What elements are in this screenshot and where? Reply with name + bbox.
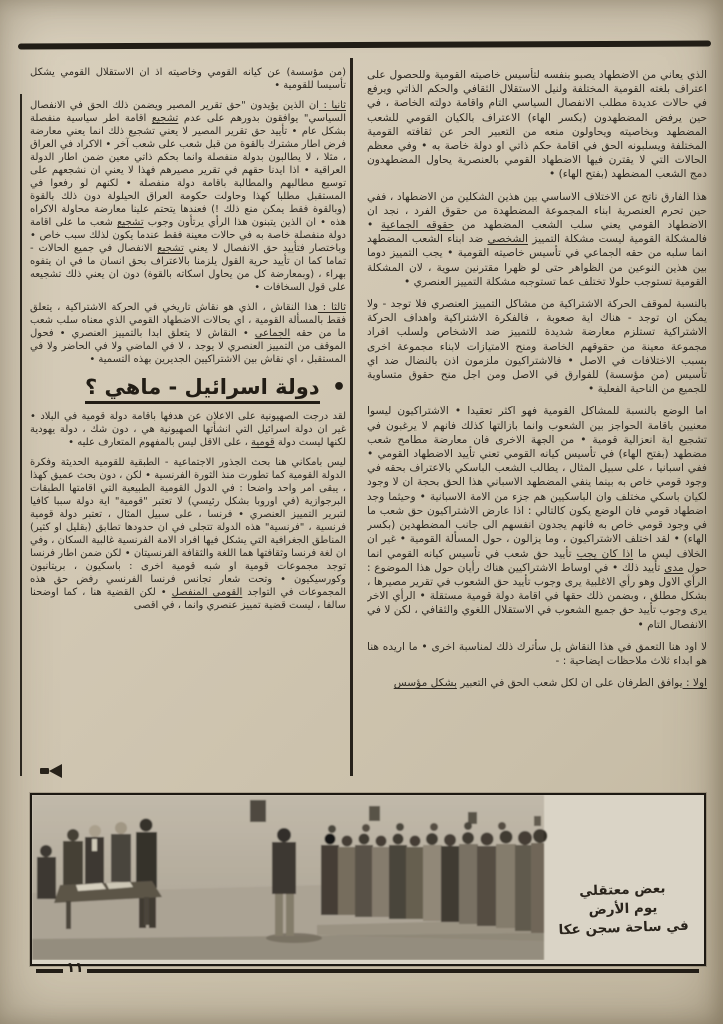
paragraph-third-note: ثالثا : هذا النقاش ، الذي هو نقاش تاريخي في الحركة الاشتراكية ، يتعلق فقط بالمسألة القومية ، اي بحالات الاضطهاد القومي الذي معناه سلب شعب ما من حقه الجماعي • النقاش لا يتعلق ابدا بالتمييز العنصري • فحول الموقف من التمييز العنصري لا يوجد ، لا في الماضي ولا في الحاضر ولا في المستقبل ، اي نقاش بين الاشتراكيين الجديرين بهذه التسمية •	[30, 302, 346, 365]
right-column	[367, 68, 707, 790]
paragraph: هذا الفارق ناتج عن الاختلاف الاساسي بين هذين الشكلين من الاضطهاد ، ففي حين تحرم العنصرية ابناء المجموعة المضطهدة من حقوق الفرد ، نجد ان الاضطهاد القومي يعني سلب الشعب المضطهد من حقوقه الجماعية • فالمشكلة القومية ليست مشكلة التمييز الشخصي ضد ابناء الشعب المضطهد انما سلبه من حقه الجماعي في تأسيس خاصيته القومية • يجب التمييز دوما بين هذين النوعين من الظواهر حتى لو ظهرا مقترنين سوية ، لان المشكلة القومية تستوجب حلولا تختلف عما تستوجبه مشكلة التمييز العنصري •	[367, 190, 707, 288]
footer-long-rule	[87, 969, 699, 973]
headline-text: دولة اسرائيل - ماهي ؟	[85, 375, 320, 404]
left-column	[30, 66, 346, 782]
column-divider-rule	[350, 58, 353, 776]
paragraph: ليس بامكاني هنا بحث الجذور الاجتماعية - الطبقية للقومية الحديثة وفكرة الدولة القومية كما تطورت منذ الثورة الفرنسية • لكن ، دون بحث عميق كهذا ، يبقى امر واحد واضحا : في الدول القومية الطبيعية التي اقامتها الطبقات البرجوازية (في اوروبا بشكل رئيسي) لا تعتبر "قومية" اية دولة سببا كافيا لتبرير التمييز العنصري • فرنسا ، على سبيل المثال ، تعتبر دولة قومية فرنسية ، "فرنسية" هذه الدولة تتجلى في ان حدودها تطابق (بقليل او كثير) المناطق الجغرافية التي يشكل فيها افراد الامة الفرنسية غالبية السكان ، وفي ان لغة فرنسا وثقافتها هما اللغة والثقافة الفرنسيتان • لكن ضمن اطار فرنسا توجد مجموعات قومية او شبه قومية اخرى : باسكيون ، بريتانيون وكورسيكيون • وتحت شعار تجانس فرنسا الفرنسي رفض حق هذه المجموعات في التواجد القومي المنفصل • لكن القضية هنا ، كما اوضحنا سالفا ، ليست قضية تمييز عنصري وانما ، في اقصى	[30, 457, 346, 611]
photo-frame	[30, 793, 706, 966]
paragraph: اما الوضع بالنسبة للمشاكل القومية فهو اكثر تعقيدا • الاشتراكيون ليسوا معنيين باقامة الحواجز بين الشعوب وانما بازالتها كذلك فانهم لا يرغبون في تشجيع اية انعزالية قومية • من الجهة الاخرى فان معارضة مطامح شعب مضطهد (بفتح الهاء) في تأسيس كيانه القومي تعني تأييد الاضطهاد القومي • ففي اسبانيا ، على سبيل المثال ، يطالب الشعب الباسكي بالاعتراف بحقه في وجود قومي خاص به بينما ينفي المضطهد الاسباني هذا الحق بحجة ان لا وجود لكيان باسكي مختلف وان الباسكيين هم جزء من الامة الاسبانية • وحيثما وجد اضطهاد قومي فان الوضع يكون كالتالي : اذا عارض الاشتراكيون حق شعب ما في وجود قومي خاص به فانهم يجدون انفسهم الى جانب المضطهدين (بكسر الهاء) • لقد اختلف الاشتراكيون ، وما يزالون ، حول المسألة القومية • غير ان الخلاف ليس ما اذا كان يجب تأييد حق شعب في تأسيس كيانه القومي انما حول مدى تأييد ذلك • في اوساط الاشتراكيين هناك رأيان حول هذا الموضوع : الرأي الاول وهو رأي الاغلبية يرى وجوب تأييد حق الشعوب في تقرير مصيرها ، بشكل مطلق ، وبضمن ذلك حقها في اقامة دولة قومية مستقلة • الرأي الاخر يرى وجوب تأييد حق جميع الشعوب في الاستقلال اللغوي والثقافي ، لكن لا في الانفصال التام •	[367, 405, 707, 631]
arrow-bar	[40, 768, 49, 774]
left-edge-rule	[20, 94, 22, 776]
caption-line: بعض معتقلي	[578, 880, 666, 900]
paragraph: لقد درجت الصهيونية على الاعلان عن هدفها باقامة دولة قومية في البلاد • غير ان دولة اسرائيل التي انشأتها الصهيونية هي ، دون شك ، دولة يهودية لكنها ليست دولة قومية ، على الاقل ليس بالمفهوم المتعارف عليه •	[30, 411, 346, 448]
continuation-arrow-icon	[40, 764, 62, 778]
page-footer	[0, 958, 723, 988]
headline-bullet-icon: •	[331, 375, 346, 400]
paragraph: بالنسبة لموقف الحركة الاشتراكية من مشاكل التمييز العنصري فلا توجد - ولا يمكن ان توجد - هناك اية صعوبة ، فالفكرة الاشتراكية واهداف الحركة الاشتراكية تستلزم معارضة شديدة للتمييز ضد الاشخاص ولسلب افراد مجموعة معينة من حقوقهم الخاصة ومنح الامتيازات لابناء مجموعة اخرى بسبب الاختلافات في الاصل • فالاشتراكيون ملزمون اذن بالنضال ضد اي تأسيس (من مؤسسة) للفوارق في الاصل ومن اجل منح حقوق متساوية للجميع من الناحية الفعلية •	[367, 298, 707, 396]
photo-scene	[32, 795, 547, 960]
photo-caption	[551, 879, 695, 941]
paragraph: لا اود هنا التعمق في هذا النقاش بل سأترك ذلك لمناسبة اخرى • ما اريده هنا هو ابداء ثلاث ملاحظات ايضاحية : -	[367, 640, 707, 667]
paragraph-second-note: ثانيا : ان الذين يؤيدون "حق تقرير المصير ويضمن ذلك الحق في الانفصال السياسي" يوافقون بدورهم على عدم تشجيع اقامة اطر سياسية منفصلة بشكل عام • تأييد حق تقرير المصير لا يعني تشجيع ذلك انما يعني معارضة فرض اطار مشترك بالقوة من قبل شعب على شعب آخر • الاكراد في العراق ، مثلا ، لا يطالبون بدولة منفصلة وانما بحكم ذاتي معين ضمن اطار الدولة العراقية • اذا ايدنا حقهم في تقرير مصيرهم فهذا لا يعني ان نشجعهم على توسيع مطالبهم والمطالبة باقامة دولة منفصلة • لكنهم لو رفعوا في المستقبل مطلبا كهذا وحاولت حكومة العراق الحيلولة دون ذلك بالقوة (وبالقوة فقط يمكن منع ذلك !) فعندها يتحتم علينا معارضة محاولة الاكراه هذه • ان الذين يتبنون هذا الرأي يرتأون وجوب تشجيع شعب ما على اقامة دولة منفصلة خاصة به في حالات معينة فقط عندما يكون لذلك سبب خاص • وباختصار فتأييد حق الانفصال لا يعني تشجيع الانفصال في جميع الحالات - تماما كما ان تأييد حرية القول يلزمنا بالاعتراف بحق انسان ما في ان يتفوه بهراء ، (وبمعارضة كل من يحاول اسكاته بالقوة) دون ان يعني ذلك تشجيعه على قول السخافات •	[30, 100, 346, 293]
top-rule	[18, 40, 711, 49]
page-number: ١١	[66, 960, 84, 976]
footer-dash-rule	[36, 969, 63, 973]
article-headline	[30, 374, 346, 401]
arrow-head	[49, 764, 62, 778]
paragraph: الذي يعاني من الاضطهاد يصبو بنفسه لتأسيس خاصيته القومية وللحصول على اعتراف بلغته القومية المختلفة ولنيل الاستقلال الثقافي والحكم الذاتي ويرفع في حالات عديدة مطلب الانفصال السياسي التام واقامة دولته الخاصة ، في حين يرفض المضطهدون (بكسر الهاء) الاعتراف بالكيان القومي للشعب المضطهد وبخاصيته ويحاولون منعه من التعبير الحر عن ثقافته القومية المختلفة ويسلبونه الحق في اقامة حكم ذاتي او دولة خاصة به • وفي معظم الحالات التي لا يقترن فيها الاضطهاد القومي بالعنصرية يحاول المضطهدون دمج الشعب المضطهد (بفتح الهاء) •	[367, 69, 707, 181]
paragraph: (من مؤسسة) عن كيانه القومي وخاصيته اذ ان الاستقلال القومي يشكل تأسيسا للقومية •	[30, 67, 346, 91]
paragraph-first-note: اولا : يوافق الطرفان على ان لكل شعب الحق في التعبير بشكل مؤسس	[393, 677, 707, 690]
caption-line: في ساحة سجن عكا	[558, 917, 689, 939]
caption-line: يوم الأرض	[588, 899, 658, 919]
